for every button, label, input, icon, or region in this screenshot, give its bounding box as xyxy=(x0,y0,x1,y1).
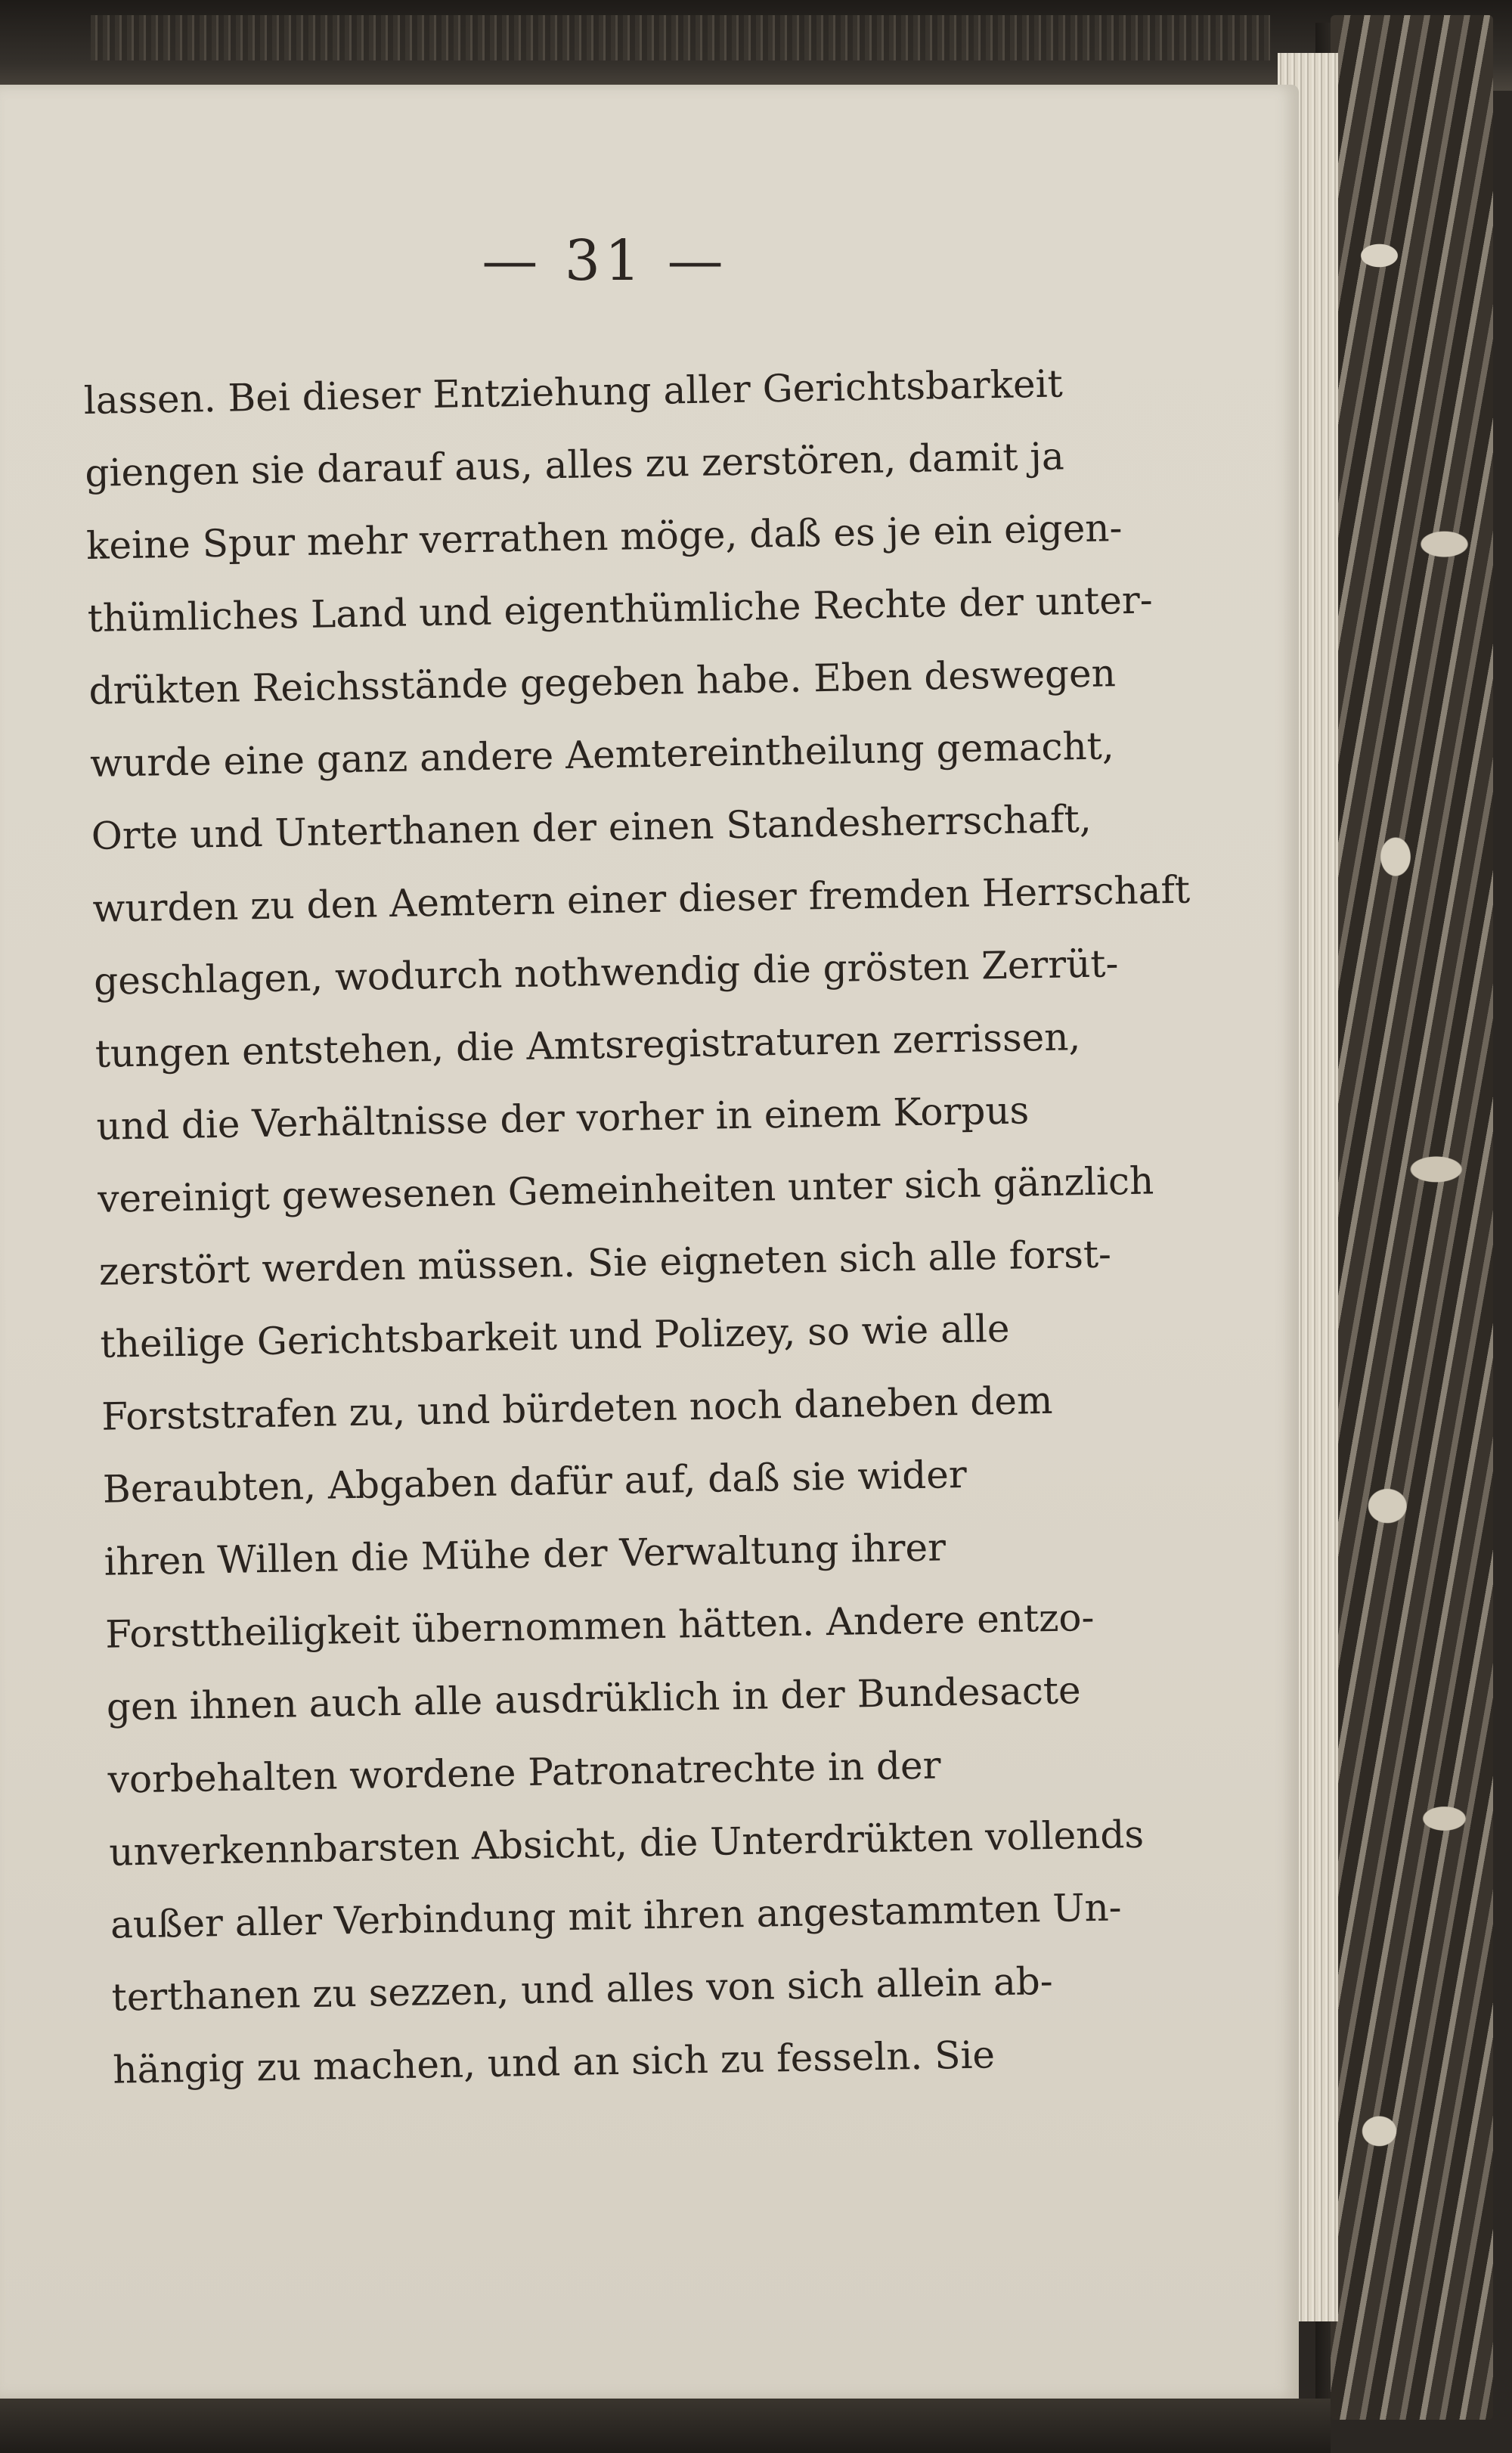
text-line: wurde eine ganz andere Aemtereintheilung gemacht, xyxy=(89,724,1115,786)
text-line: vorbehalten wordene Patronatrechte in der xyxy=(107,1743,941,1802)
text-line: und die Verhältnisse der vorher in einem Korpus xyxy=(96,1088,1030,1149)
text-line: tungen entstehen, die Amtsregistraturen zerrissen, xyxy=(94,1015,1081,1076)
text-line: außer aller Verbindung mit ihren angestammten Un- xyxy=(110,1885,1122,1947)
text-line: lassen. Bei dieser Entziehung aller Gerichtsbarkeit xyxy=(83,361,1064,423)
text-line: hängig zu machen, und an sich zu fesseln. Sie xyxy=(112,2033,996,2092)
text-line: unverkennbarsten Absicht, die Unterdrükten vollends xyxy=(108,1812,1145,1875)
text-line: geschlagen, wodurch nothwendig die grösten Zerrüt- xyxy=(93,941,1119,1003)
text-line: vereinigt gewesenen Gemeinheiten unter sich gänzlich xyxy=(97,1158,1154,1221)
text-line: drükten Reichsstände gegeben habe. Eben deswegen xyxy=(88,651,1117,713)
page-number: — 31 — xyxy=(482,228,728,293)
book-bottom-edge xyxy=(0,2399,1331,2453)
body-text xyxy=(83,345,1225,2106)
text-line: giengen sie darauf aus, alles zu zerstören, damit ja xyxy=(85,434,1065,495)
cover-texture xyxy=(91,15,1270,60)
text-line: gen ihnen auch alle ausdrüklich in der Bundesacte xyxy=(106,1668,1082,1729)
text-line: zerstört werden müssen. Sie eigneten sich alle forst- xyxy=(98,1232,1112,1294)
text-line: Forsttheiligkeit übernommen hätten. Andere entzo- xyxy=(104,1595,1095,1657)
text-line: Beraubten, Abgaben dafür auf, daß sie wider xyxy=(102,1452,968,1512)
text-line: thümliches Land und eigenthümliche Rechte der unter- xyxy=(87,578,1154,640)
text-line: ihren Willen die Mühe der Verwaltung ihrer xyxy=(104,1525,947,1584)
book-page xyxy=(0,85,1299,2399)
text-line: keine Spur mehr verrathen möge, daß es je ein eigen- xyxy=(85,506,1123,568)
text-line: theilige Gerichtsbarkeit und Polizey, so wie alle xyxy=(100,1306,1010,1366)
marbled-cover xyxy=(1331,15,1493,2420)
text-line: Forststrafen zu, und bürdeten noch daneben dem xyxy=(101,1378,1053,1439)
text-line: terthanen zu sezzen, und alles von sich allein ab- xyxy=(111,1958,1054,2020)
text-line: wurden zu den Aemtern einer dieser fremden Herrschaft xyxy=(92,867,1191,931)
text-line: Orte und Unterthanen der einen Standesherrschaft, xyxy=(91,796,1092,858)
